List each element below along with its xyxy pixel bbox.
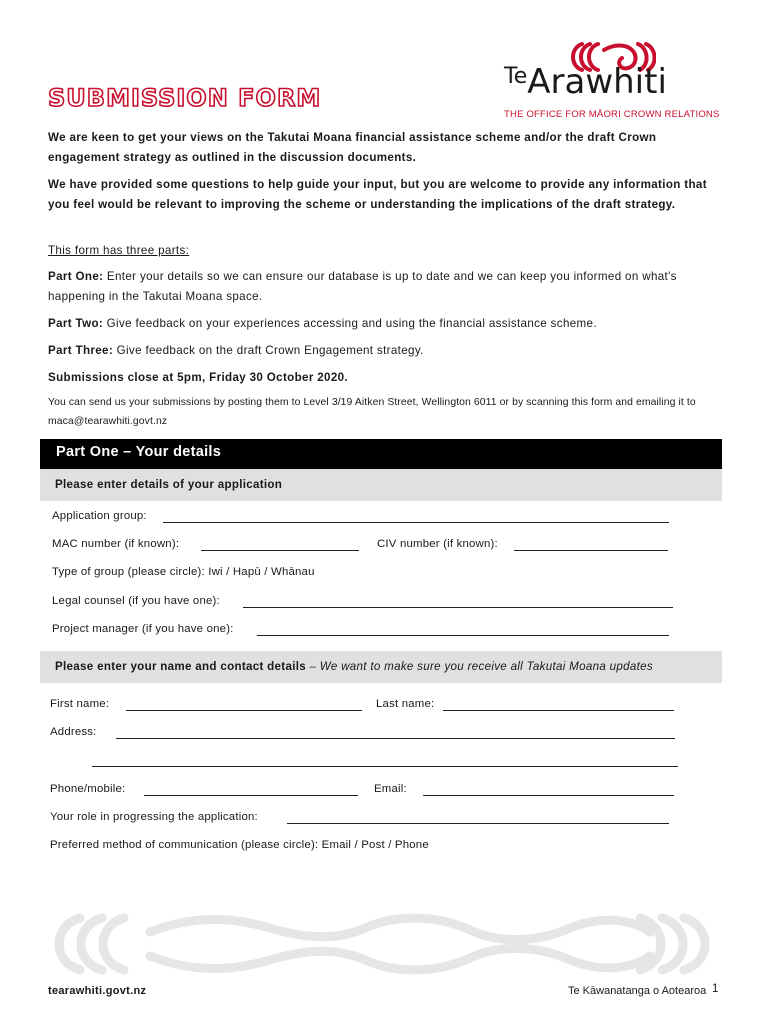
application-details-header <box>40 469 722 501</box>
phone-field[interactable] <box>144 795 358 796</box>
deadline-text: Submissions close at 5pm, Friday 30 October 2020. <box>48 371 349 384</box>
legal-counsel-field[interactable] <box>243 607 673 608</box>
contact-details-heading: Please enter your name and contact details <box>55 660 307 673</box>
part-three-text: Give feedback on the draft Crown Engagement strategy. <box>113 344 424 357</box>
part-one-text: Enter your details so we can ensure our database is up to date and we can keep you informed on what's happening in the Takutai Moana space. <box>48 270 677 303</box>
mac-number-label: MAC number (if known): <box>52 538 180 550</box>
project-manager-label: Project manager (if you have one): <box>52 623 234 635</box>
part-one-description <box>48 267 720 307</box>
form-title: SUBMISSION FORM <box>48 84 322 112</box>
te-arawhiti-logo <box>500 40 722 122</box>
parts-heading: This form has three parts: <box>48 244 190 257</box>
logo-name: Arawhiti <box>527 62 667 102</box>
email-label: Email: <box>374 783 407 795</box>
part-one-title: Part One – Your details <box>56 444 222 460</box>
part-two-label: Part Two: <box>48 317 104 330</box>
last-name-label: Last name: <box>376 698 435 710</box>
intro-paragraph-1: We are keen to get your views on the Takutai Moana financial assistance scheme and/or the draft Crown engagement strategy as outlined in the discussion documents. <box>48 131 657 164</box>
contact-details-title <box>55 660 653 673</box>
footer-website: tearawhiti.govt.nz <box>48 985 147 997</box>
application-group-label: Application group: <box>52 510 147 522</box>
mac-number-field[interactable] <box>201 550 359 551</box>
decorative-koru-pattern-icon <box>40 912 722 976</box>
part-three-label: Part Three: <box>48 344 114 357</box>
part-two-description <box>48 314 720 334</box>
page-number: 1 <box>712 983 719 995</box>
part-two-text: Give feedback on your experiences accessing and using the financial assistance scheme. <box>103 317 597 330</box>
civ-number-field[interactable] <box>514 550 668 551</box>
part-one-section-header <box>40 439 722 469</box>
part-one-label: Part One: <box>48 270 104 283</box>
phone-label: Phone/mobile: <box>50 783 126 795</box>
contact-details-header <box>40 651 722 683</box>
project-manager-field[interactable] <box>257 635 669 636</box>
footer-government-logo: Te Kāwanatanga o Aotearoa <box>568 985 707 997</box>
address-field-line-2[interactable] <box>92 766 678 767</box>
first-name-label: First name: <box>50 698 110 710</box>
application-group-field[interactable] <box>163 522 669 523</box>
logo-prefix: Te <box>504 64 528 89</box>
logo-tagline: THE OFFICE FOR MĀORI CROWN RELATIONS <box>504 109 720 120</box>
role-field[interactable] <box>287 823 669 824</box>
role-label: Your role in progressing the application: <box>50 811 258 823</box>
contact-details-note: – We want to make sure you receive all Takutai Moana updates <box>306 660 653 673</box>
submission-instructions: You can send us your submissions by posting them to Level 3/19 Aitken Street, Wellington 6011 or by scanning this form and emailing it to maca@tearawhiti.govt.nz <box>48 397 696 427</box>
address-field-line-1[interactable] <box>116 738 675 739</box>
part-three-description <box>48 341 720 361</box>
last-name-field[interactable] <box>443 710 674 711</box>
civ-number-label: CIV number (if known): <box>377 538 498 550</box>
address-label: Address: <box>50 726 97 738</box>
logo-wordmark <box>504 62 667 102</box>
first-name-field[interactable] <box>126 710 362 711</box>
intro-paragraph-2: We have provided some questions to help guide your input, but you are welcome to provide any information that you feel would be relevant to improving the scheme or understanding the implications of the draft strategy. <box>48 178 707 211</box>
group-type-question: Type of group (please circle): Iwi / Hapū / Whānau <box>52 566 315 578</box>
preferred-communication-question: Preferred method of communication (please circle): Email / Post / Phone <box>50 839 429 851</box>
legal-counsel-label: Legal counsel (if you have one): <box>52 595 220 607</box>
email-field[interactable] <box>423 795 674 796</box>
application-details-title: Please enter details of your application <box>55 478 283 491</box>
